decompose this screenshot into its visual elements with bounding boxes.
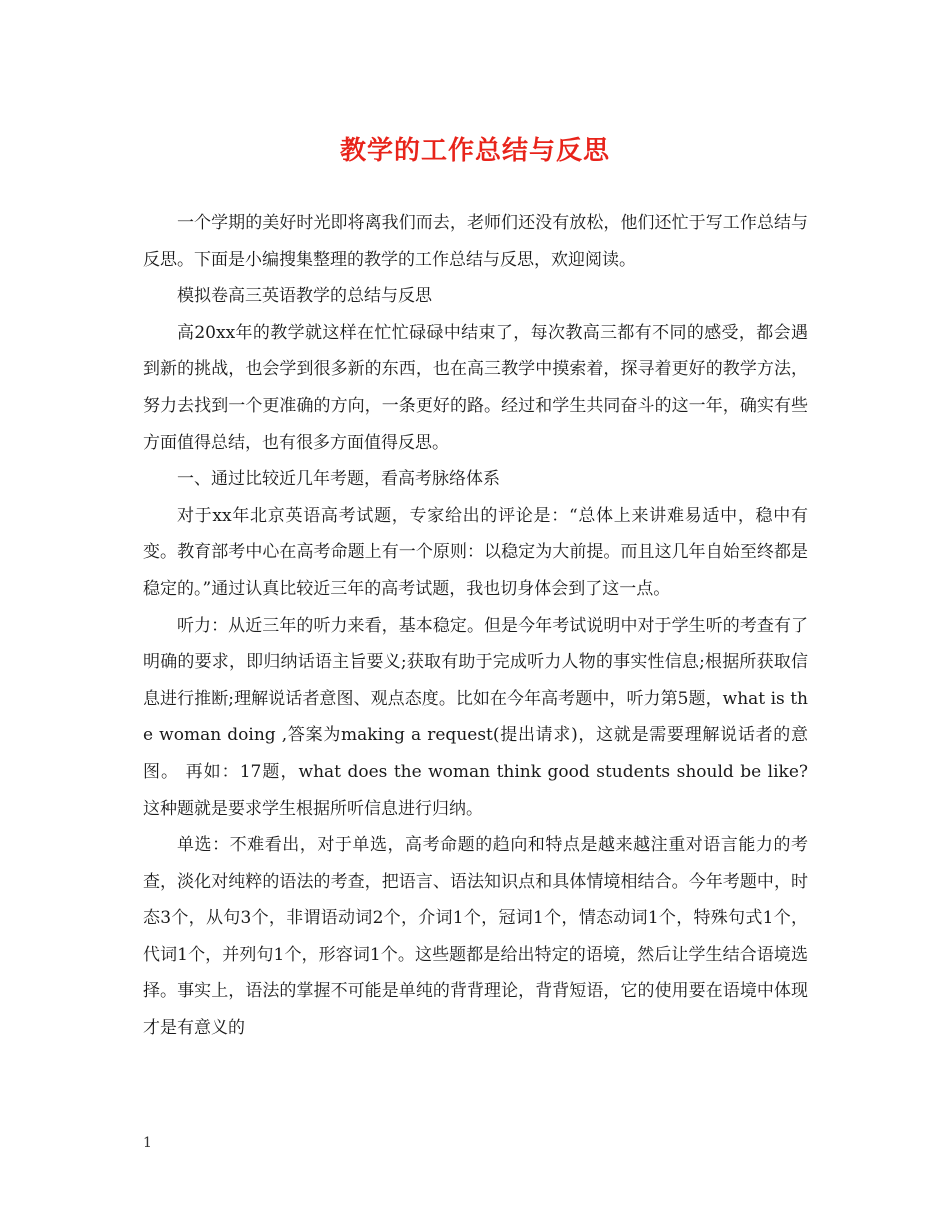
- document-body: [143, 205, 808, 1047]
- paragraph-intro: 一个学期的美好时光即将离我们而去，老师们还没有放松，他们还忙于写工作总结与反思。下面是小编搜集整理的教学的工作总结与反思，欢迎阅读。: [143, 213, 808, 270]
- document-title: 教学的工作总结与反思: [339, 136, 610, 166]
- paragraph-overview: 高20xx年的教学就这样在忙忙碌碌中结束了，每次教高三都有不同的感受，都会遇到新的挑战，也会学到很多新的东西，也在高三教学中摸索着，探寻着更好的教学方法，努力去找到一个更准确的方向，一条更好的路。经过和学生共同奋斗的这一年，确实有些方面值得总结，也有很多方面值得反思。: [143, 322, 808, 453]
- paragraph-subtitle: 模拟卷高三英语教学的总结与反思: [177, 286, 432, 307]
- paragraph-single-choice: 单选：不难看出，对于单选，高考命题的趋向和特点是越来越注重对语言能力的考查，淡化对纯粹的语法的考查，把语言、语法知识点和具体情境相结合。今年考题中，时态3个，从句3个，非谓语动词2个，介词1个，冠词1个，情态动词1个，特殊句式1个，代词1个，并列句1个，形容词1个。这些题都是给出特定的语境，然后让学生结合语境选择。事实上，语法的掌握不可能是单纯的背背理论，背背短语，它的使用要在语境中体现才是有意义的: [143, 835, 808, 1039]
- paragraph-listening: 听力：从近三年的听力来看，基本稳定。但是今年考试说明中对于学生听的考查有了明确的要求，即归纳话语主旨要义;获取有助于完成听力人物的事实性信息;根据所获取信息进行推断;理解说话者意图、观点态度。比如在今年高考题中，听力第5题，what is the woman doing ,答案为making a request(提出请求)，这就是需要理解说话者的意图。 再如：17题，what does the woman think good students should be like? 这种题就是要求学生根据所听信息进行归纳。: [143, 615, 808, 819]
- paragraph-section-heading: 一、通过比较近几年考题，看高考脉络体系: [177, 469, 500, 490]
- paragraph-exam-review: 对于xx年北京英语高考试题，专家给出的评论是：“总体上来讲难易适中，稳中有变。教育部考中心在高考命题上有一个原则：以稳定为大前提。而且这几年自始至终都是稳定的。”通过认真比较近三年的高考试题，我也切身体会到了这一点。: [143, 505, 808, 599]
- page-number: 1: [143, 1135, 152, 1151]
